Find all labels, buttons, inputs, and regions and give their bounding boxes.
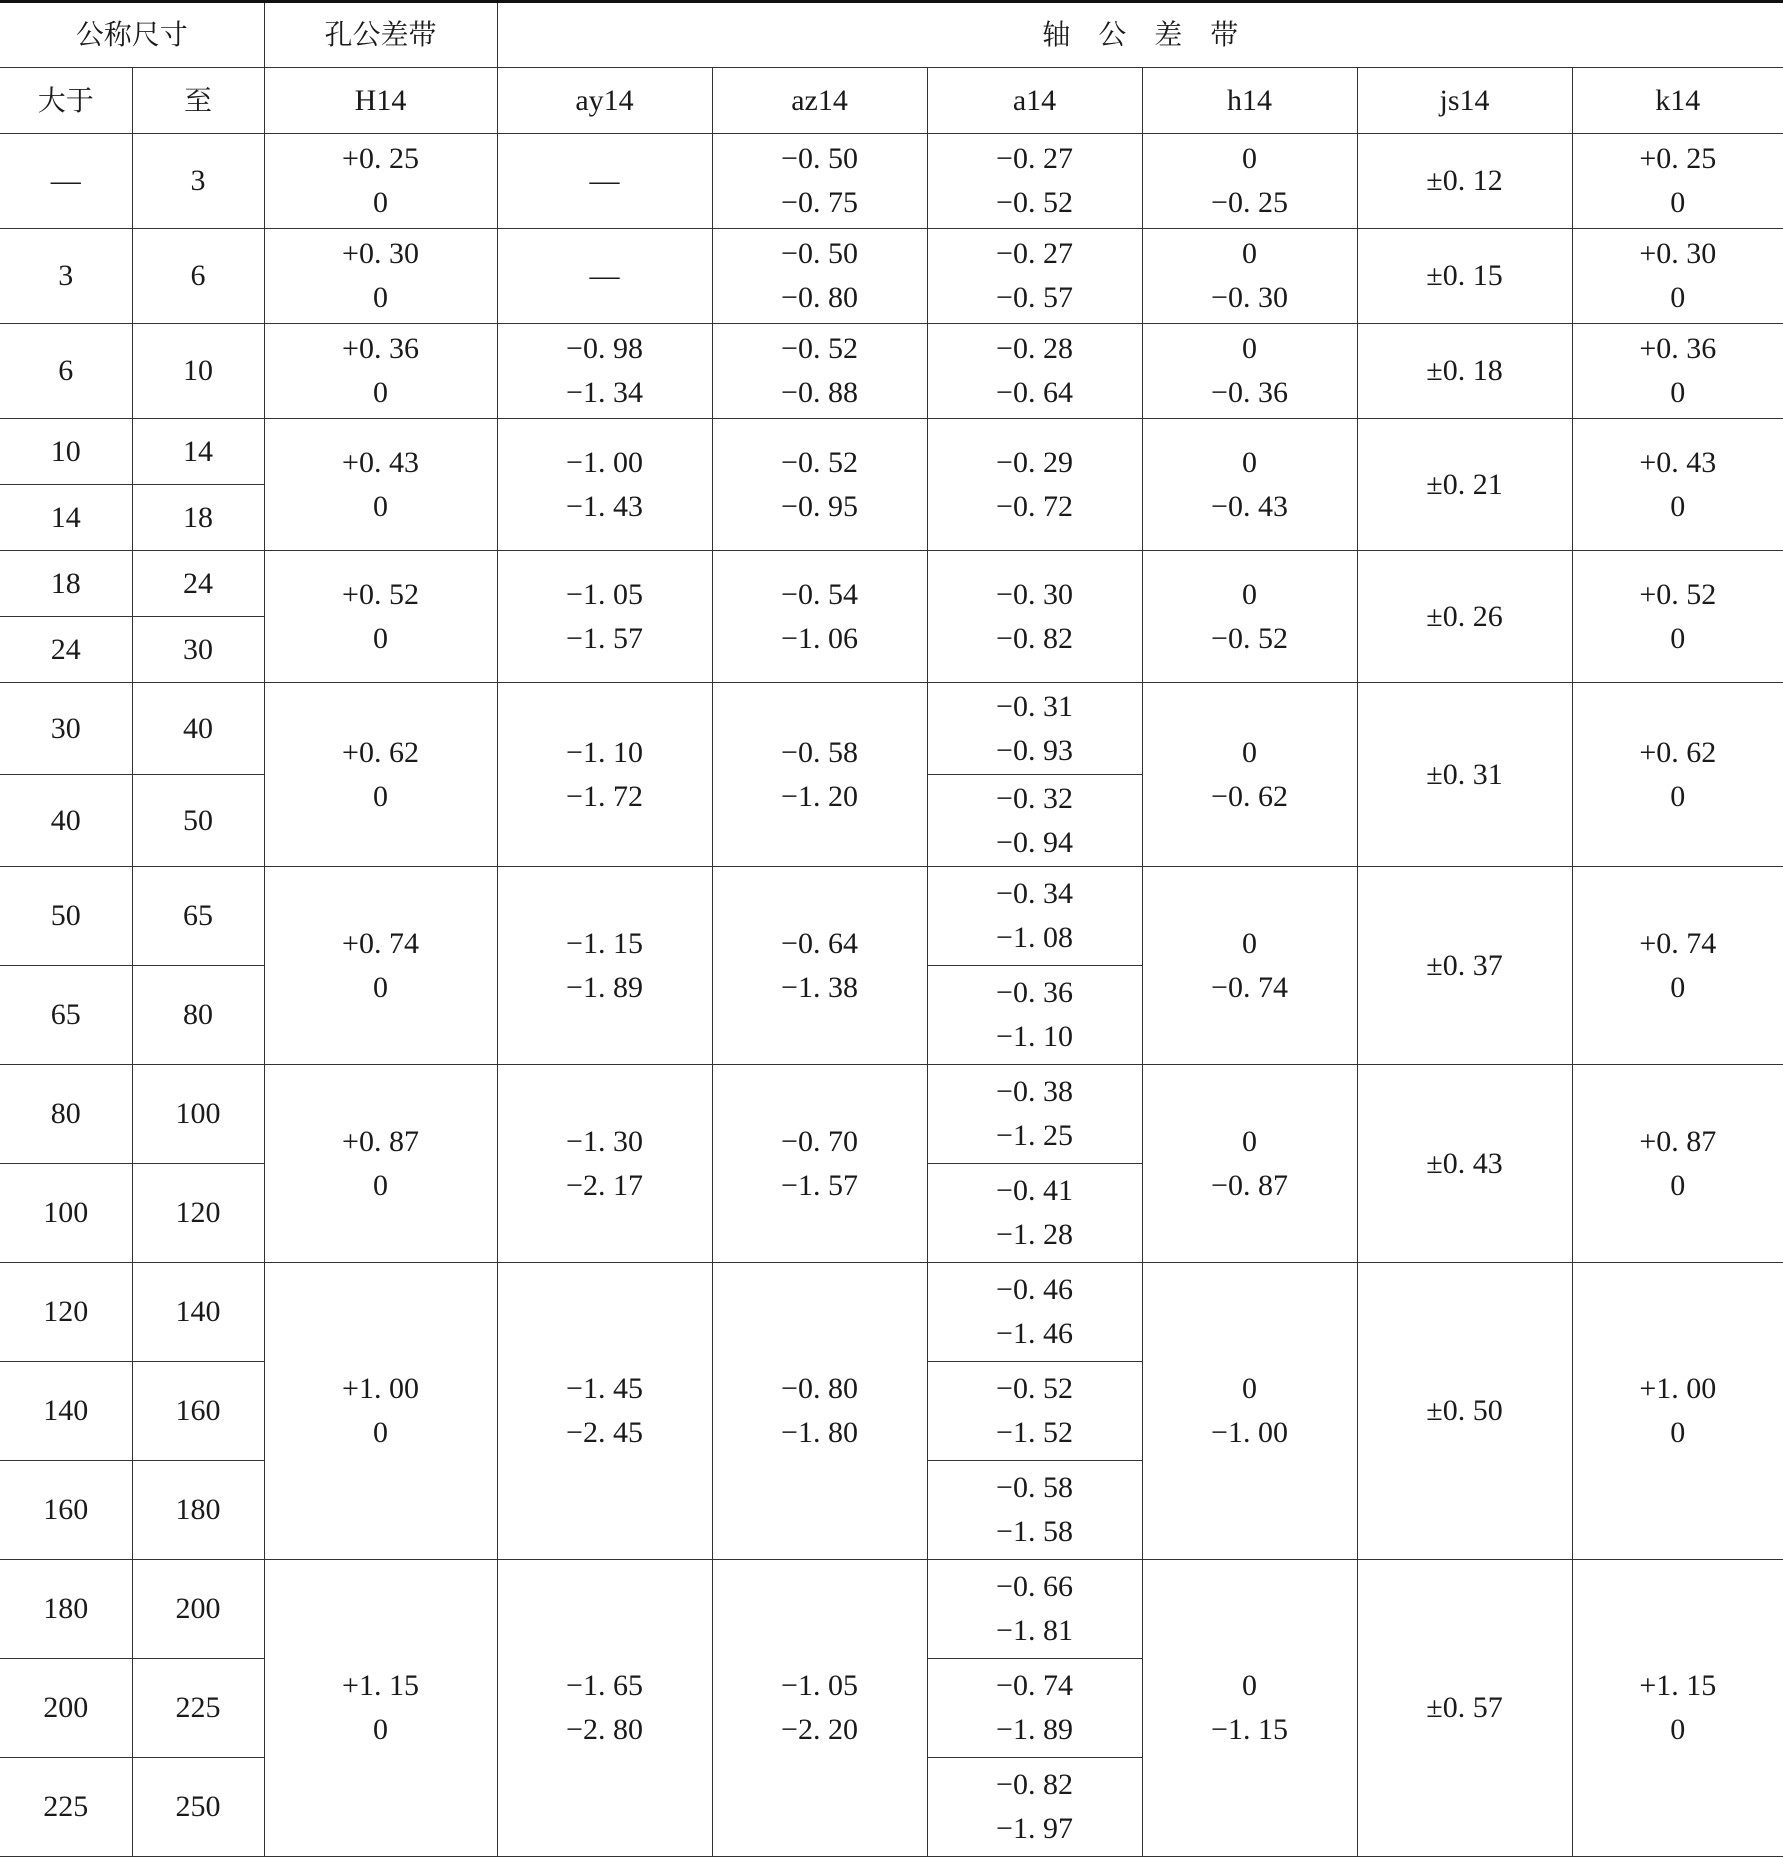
az14-cell-line: −2. 20	[781, 1713, 858, 1746]
a14-cell	[927, 1164, 1142, 1263]
js14-cell: ±0. 18	[1357, 324, 1572, 419]
js14-cell: ±0. 21	[1357, 419, 1572, 551]
size-to-cell: 50	[132, 775, 264, 867]
col-header-a14: a14	[927, 68, 1142, 134]
col-header-js14: js14	[1357, 68, 1572, 134]
h14-cell-line: 0	[1242, 735, 1258, 769]
js14-cell: ±0. 26	[1357, 551, 1572, 683]
ay14-cell-line: −1. 34	[566, 376, 643, 409]
a14-cell-line: −0. 94	[996, 825, 1073, 859]
a14-cell	[927, 419, 1142, 551]
h14-cell-line: 0	[1242, 926, 1258, 960]
header-row-2	[0, 68, 1783, 134]
to-header: 至	[132, 68, 264, 134]
a14-cell-line: −1. 81	[996, 1614, 1073, 1647]
ay14-cell-line: −1. 57	[566, 621, 643, 655]
H14-cell	[264, 1560, 497, 1857]
size-over-cell: 40	[0, 775, 132, 867]
size-over-cell: 225	[0, 1758, 132, 1857]
h14-cell	[1142, 229, 1357, 324]
k14-cell-line: +0. 52	[1639, 577, 1717, 611]
js14-cell: ±0. 31	[1357, 683, 1572, 867]
size-to-cell: 3	[132, 134, 264, 229]
H14-cell-line: +0. 36	[342, 332, 419, 365]
H14-cell-line: 0	[373, 970, 389, 1004]
h14-cell	[1142, 1560, 1357, 1857]
h14-cell-line: −0. 62	[1211, 779, 1288, 813]
H14-cell	[264, 551, 497, 683]
H14-cell-line: +0. 87	[342, 1124, 419, 1158]
shaft-zone-header: 轴 公 差 带	[497, 2, 1783, 68]
a14-cell-line: −0. 46	[996, 1273, 1073, 1306]
a14-cell-line: −0. 66	[996, 1570, 1073, 1603]
k14-cell-line: 0	[1670, 489, 1686, 523]
a14-cell-line: −1. 08	[996, 921, 1073, 954]
h14-cell	[1142, 1263, 1357, 1560]
a14-cell	[927, 229, 1142, 324]
a14-cell-line: −0. 38	[996, 1075, 1073, 1108]
H14-cell-line: 0	[373, 1168, 389, 1202]
H14-cell-line: +1. 15	[342, 1669, 419, 1702]
js14-cell: ±0. 12	[1357, 134, 1572, 229]
k14-cell-line: +0. 87	[1639, 1124, 1717, 1158]
h14-cell-line: −0. 30	[1211, 281, 1288, 314]
size-to-cell: 24	[132, 551, 264, 617]
k14-cell	[1572, 551, 1783, 683]
a14-cell	[927, 683, 1142, 775]
size-over-cell: 18	[0, 551, 132, 617]
size-over-cell: 80	[0, 1065, 132, 1164]
table-row	[0, 134, 1783, 229]
H14-cell-line: +0. 52	[342, 577, 419, 611]
k14-cell-line: 0	[1670, 1168, 1686, 1202]
a14-cell-line: −0. 36	[996, 976, 1073, 1009]
h14-cell	[1142, 683, 1357, 867]
size-to-cell: 14	[132, 419, 264, 485]
size-to-cell: 80	[132, 966, 264, 1065]
a14-cell-line: −0. 57	[996, 281, 1073, 314]
h14-cell-line: 0	[1242, 1372, 1258, 1405]
size-over-cell: 6	[0, 324, 132, 419]
size-to-cell: 10	[132, 324, 264, 419]
az14-cell-line: −0. 64	[781, 926, 858, 960]
ay14-cell-line: −1. 30	[566, 1124, 643, 1158]
a14-cell-line: −0. 58	[996, 1471, 1073, 1504]
js14-cell: ±0. 57	[1357, 1560, 1572, 1857]
size-over-cell: 65	[0, 966, 132, 1065]
size-over-cell: 3	[0, 229, 132, 324]
a14-cell-line: −0. 82	[996, 621, 1073, 655]
size-over-cell: 100	[0, 1164, 132, 1263]
h14-cell-line: 0	[1242, 577, 1258, 611]
H14-cell-line: 0	[373, 186, 389, 219]
col-header-az14: az14	[712, 68, 927, 134]
size-over-cell: 24	[0, 617, 132, 683]
H14-cell-line: 0	[373, 281, 389, 314]
size-over-cell: 30	[0, 683, 132, 775]
a14-cell-line: −1. 97	[996, 1812, 1073, 1845]
a14-cell-line: −0. 32	[996, 781, 1073, 815]
az14-cell-line: −1. 57	[781, 1168, 858, 1202]
H14-cell-line: 0	[373, 1416, 389, 1449]
ay14-cell-line: −1. 45	[566, 1372, 643, 1405]
a14-cell-line: −1. 28	[996, 1218, 1073, 1251]
a14-cell-line: −0. 27	[996, 142, 1073, 175]
h14-cell	[1142, 1065, 1357, 1263]
ay14-cell-line: —	[589, 259, 620, 292]
h14-cell	[1142, 867, 1357, 1065]
az14-cell	[712, 683, 927, 867]
ay14-cell	[497, 1065, 712, 1263]
az14-cell-line: −0. 58	[781, 735, 858, 769]
H14-cell	[264, 134, 497, 229]
az14-cell	[712, 1263, 927, 1560]
ay14-cell	[497, 229, 712, 324]
table-row	[0, 1263, 1783, 1362]
a14-cell-line: −1. 58	[996, 1515, 1073, 1548]
size-over-cell: 14	[0, 485, 132, 551]
a14-cell	[927, 775, 1142, 867]
a14-cell-line: −1. 10	[996, 1020, 1073, 1053]
a14-cell	[927, 1065, 1142, 1164]
H14-cell	[264, 1263, 497, 1560]
ay14-cell-line: −1. 65	[566, 1669, 643, 1702]
k14-cell-line: +0. 30	[1639, 237, 1717, 270]
H14-cell-line: 0	[373, 489, 389, 523]
size-to-cell: 100	[132, 1065, 264, 1164]
H14-cell	[264, 683, 497, 867]
az14-cell-line: −0. 52	[781, 445, 858, 479]
header-row-1	[0, 2, 1783, 68]
size-over-cell: 50	[0, 867, 132, 966]
H14-cell	[264, 867, 497, 1065]
ay14-cell	[497, 324, 712, 419]
a14-cell	[927, 966, 1142, 1065]
k14-cell-line: +0. 25	[1639, 142, 1717, 175]
h14-cell-line: −0. 52	[1211, 621, 1288, 655]
table-row	[0, 551, 1783, 617]
table-row	[0, 229, 1783, 324]
size-over-cell: 120	[0, 1263, 132, 1362]
H14-cell-line: 0	[373, 621, 389, 655]
a14-cell-line: −0. 52	[996, 186, 1073, 219]
ay14-cell-line: —	[589, 164, 620, 197]
H14-cell-line: +0. 74	[342, 926, 419, 960]
h14-cell-line: 0	[1242, 1124, 1258, 1158]
az14-cell-line: −1. 06	[781, 621, 858, 655]
h14-cell-line: −0. 87	[1211, 1168, 1288, 1202]
H14-cell-line: 0	[373, 1713, 389, 1746]
ay14-cell-line: −1. 05	[566, 577, 643, 611]
k14-cell	[1572, 1560, 1783, 1857]
a14-cell	[927, 134, 1142, 229]
k14-cell-line: 0	[1670, 186, 1686, 219]
h14-cell-line: 0	[1242, 142, 1258, 175]
a14-cell-line: −1. 52	[996, 1416, 1073, 1449]
a14-cell-line: −0. 27	[996, 237, 1073, 270]
h14-cell-line: 0	[1242, 1669, 1258, 1702]
table-row	[0, 1560, 1783, 1659]
ay14-cell-line: −2. 45	[566, 1416, 643, 1449]
size-to-cell: 225	[132, 1659, 264, 1758]
size-over-cell: 140	[0, 1362, 132, 1461]
ay14-cell-line: −1. 43	[566, 489, 643, 523]
k14-cell-line: +0. 62	[1639, 735, 1717, 769]
H14-cell-line: +0. 43	[342, 445, 419, 479]
k14-cell-line: 0	[1670, 970, 1686, 1004]
a14-cell-line: −0. 34	[996, 877, 1073, 910]
az14-cell	[712, 551, 927, 683]
h14-cell-line: −0. 25	[1211, 186, 1288, 219]
table-row	[0, 683, 1783, 775]
az14-cell-line: −0. 80	[781, 1372, 858, 1405]
a14-cell-line: −1. 46	[996, 1317, 1073, 1350]
a14-cell	[927, 1560, 1142, 1659]
k14-cell-line: +0. 74	[1639, 926, 1717, 960]
over-header: 大于	[0, 68, 132, 134]
a14-cell-line: −0. 41	[996, 1174, 1073, 1207]
h14-cell-line: −0. 43	[1211, 489, 1288, 523]
az14-cell-line: −0. 80	[781, 281, 858, 314]
h14-cell-line: 0	[1242, 237, 1258, 270]
k14-cell-line: +1. 00	[1639, 1372, 1717, 1405]
k14-cell	[1572, 867, 1783, 1065]
size-to-cell: 120	[132, 1164, 264, 1263]
h14-cell	[1142, 419, 1357, 551]
a14-cell-line: −0. 28	[996, 332, 1073, 365]
table-row	[0, 324, 1783, 419]
ay14-cell	[497, 1560, 712, 1857]
k14-cell-line: 0	[1670, 1416, 1686, 1449]
az14-cell-line: −0. 88	[781, 376, 858, 409]
h14-cell	[1142, 551, 1357, 683]
k14-cell	[1572, 229, 1783, 324]
size-over-cell: 200	[0, 1659, 132, 1758]
k14-cell-line: +1. 15	[1639, 1669, 1717, 1702]
az14-cell-line: −0. 52	[781, 332, 858, 365]
table-row	[0, 867, 1783, 966]
k14-cell	[1572, 419, 1783, 551]
h14-cell	[1142, 324, 1357, 419]
az14-cell	[712, 324, 927, 419]
H14-cell-line: +0. 25	[342, 142, 419, 175]
size-to-cell: 30	[132, 617, 264, 683]
a14-cell-line: −0. 52	[996, 1372, 1073, 1405]
h14-cell-line: −1. 00	[1211, 1416, 1288, 1449]
az14-cell	[712, 1560, 927, 1857]
a14-cell-line: −0. 29	[996, 445, 1073, 479]
size-to-cell: 6	[132, 229, 264, 324]
az14-cell-line: −1. 38	[781, 970, 858, 1004]
ay14-cell-line: −1. 10	[566, 735, 643, 769]
k14-cell	[1572, 324, 1783, 419]
a14-cell-line: −0. 30	[996, 577, 1073, 611]
az14-cell	[712, 867, 927, 1065]
k14-cell	[1572, 1263, 1783, 1560]
H14-cell	[264, 419, 497, 551]
a14-cell	[927, 551, 1142, 683]
az14-cell	[712, 419, 927, 551]
k14-cell-line: 0	[1670, 1713, 1686, 1746]
H14-cell-line: 0	[373, 376, 389, 409]
js14-cell: ±0. 15	[1357, 229, 1572, 324]
a14-cell	[927, 1659, 1142, 1758]
a14-cell	[927, 1461, 1142, 1560]
size-to-cell: 18	[132, 485, 264, 551]
az14-cell	[712, 229, 927, 324]
hole-zone-header: 孔公差带	[264, 2, 497, 68]
ay14-cell-line: −0. 98	[566, 332, 643, 365]
H14-cell	[264, 1065, 497, 1263]
k14-cell	[1572, 134, 1783, 229]
a14-cell	[927, 1758, 1142, 1857]
ay14-cell-line: −1. 72	[566, 779, 643, 813]
az14-cell-line: −1. 05	[781, 1669, 858, 1702]
ay14-cell	[497, 867, 712, 1065]
col-header-h14: h14	[1142, 68, 1357, 134]
H14-cell	[264, 229, 497, 324]
k14-cell-line: +0. 36	[1639, 332, 1717, 365]
ay14-cell-line: −2. 80	[566, 1713, 643, 1746]
h14-cell-line: −1. 15	[1211, 1713, 1288, 1746]
H14-cell-line: +0. 62	[342, 735, 419, 769]
a14-cell-line: −0. 93	[996, 733, 1073, 767]
H14-cell	[264, 324, 497, 419]
ay14-cell	[497, 134, 712, 229]
size-over-cell: 180	[0, 1560, 132, 1659]
h14-cell-line: 0	[1242, 332, 1258, 365]
js14-cell: ±0. 43	[1357, 1065, 1572, 1263]
a14-cell	[927, 1362, 1142, 1461]
ay14-cell-line: −2. 17	[566, 1168, 643, 1202]
size-to-cell: 250	[132, 1758, 264, 1857]
size-to-cell: 140	[132, 1263, 264, 1362]
k14-cell-line: 0	[1670, 376, 1686, 409]
col-header-ay14: ay14	[497, 68, 712, 134]
h14-cell-line: 0	[1242, 445, 1258, 479]
a14-cell	[927, 324, 1142, 419]
a14-cell-line: −0. 64	[996, 376, 1073, 409]
table-row	[0, 419, 1783, 485]
nominal-size-header: 公称尺寸	[0, 2, 264, 68]
k14-cell-line: 0	[1670, 621, 1686, 655]
col-header-H14: H14	[264, 68, 497, 134]
H14-cell-line: +0. 30	[342, 237, 419, 270]
k14-cell-line: 0	[1670, 281, 1686, 314]
ay14-cell-line: −1. 00	[566, 445, 643, 479]
az14-cell-line: −1. 80	[781, 1416, 858, 1449]
az14-cell	[712, 1065, 927, 1263]
ay14-cell-line: −1. 15	[566, 926, 643, 960]
az14-cell-line: −0. 50	[781, 237, 858, 270]
a14-cell	[927, 867, 1142, 966]
h14-cell-line: −0. 74	[1211, 970, 1288, 1004]
az14-cell-line: −0. 50	[781, 142, 858, 175]
ay14-cell-line: −1. 89	[566, 970, 643, 1004]
az14-cell-line: −0. 95	[781, 489, 858, 523]
h14-cell	[1142, 134, 1357, 229]
k14-cell	[1572, 683, 1783, 867]
h14-cell-line: −0. 36	[1211, 376, 1288, 409]
k14-cell-line: 0	[1670, 779, 1686, 813]
H14-cell-line: +1. 00	[342, 1372, 419, 1405]
ay14-cell	[497, 551, 712, 683]
size-to-cell: 180	[132, 1461, 264, 1560]
a14-cell-line: −1. 89	[996, 1713, 1073, 1746]
size-to-cell: 200	[132, 1560, 264, 1659]
size-over-cell: —	[0, 134, 132, 229]
size-to-cell: 65	[132, 867, 264, 966]
size-to-cell: 40	[132, 683, 264, 775]
a14-cell-line: −0. 31	[996, 689, 1073, 723]
az14-cell-line: −0. 70	[781, 1124, 858, 1158]
a14-cell-line: −1. 25	[996, 1119, 1073, 1152]
a14-cell-line: −0. 82	[996, 1768, 1073, 1801]
size-to-cell: 160	[132, 1362, 264, 1461]
az14-cell-line: −1. 20	[781, 779, 858, 813]
a14-cell-line: −0. 72	[996, 489, 1073, 523]
k14-cell-line: +0. 43	[1639, 445, 1717, 479]
az14-cell-line: −0. 54	[781, 577, 858, 611]
az14-cell	[712, 134, 927, 229]
ay14-cell	[497, 683, 712, 867]
a14-cell-line: −0. 74	[996, 1669, 1073, 1702]
az14-cell-line: −0. 75	[781, 186, 858, 219]
col-header-k14: k14	[1572, 68, 1783, 134]
H14-cell-line: 0	[373, 779, 389, 813]
size-over-cell: 10	[0, 419, 132, 485]
table-row	[0, 1065, 1783, 1164]
a14-cell	[927, 1263, 1142, 1362]
k14-cell	[1572, 1065, 1783, 1263]
js14-cell: ±0. 50	[1357, 1263, 1572, 1560]
ay14-cell	[497, 1263, 712, 1560]
ay14-cell	[497, 419, 712, 551]
size-over-cell: 160	[0, 1461, 132, 1560]
js14-cell: ±0. 37	[1357, 867, 1572, 1065]
